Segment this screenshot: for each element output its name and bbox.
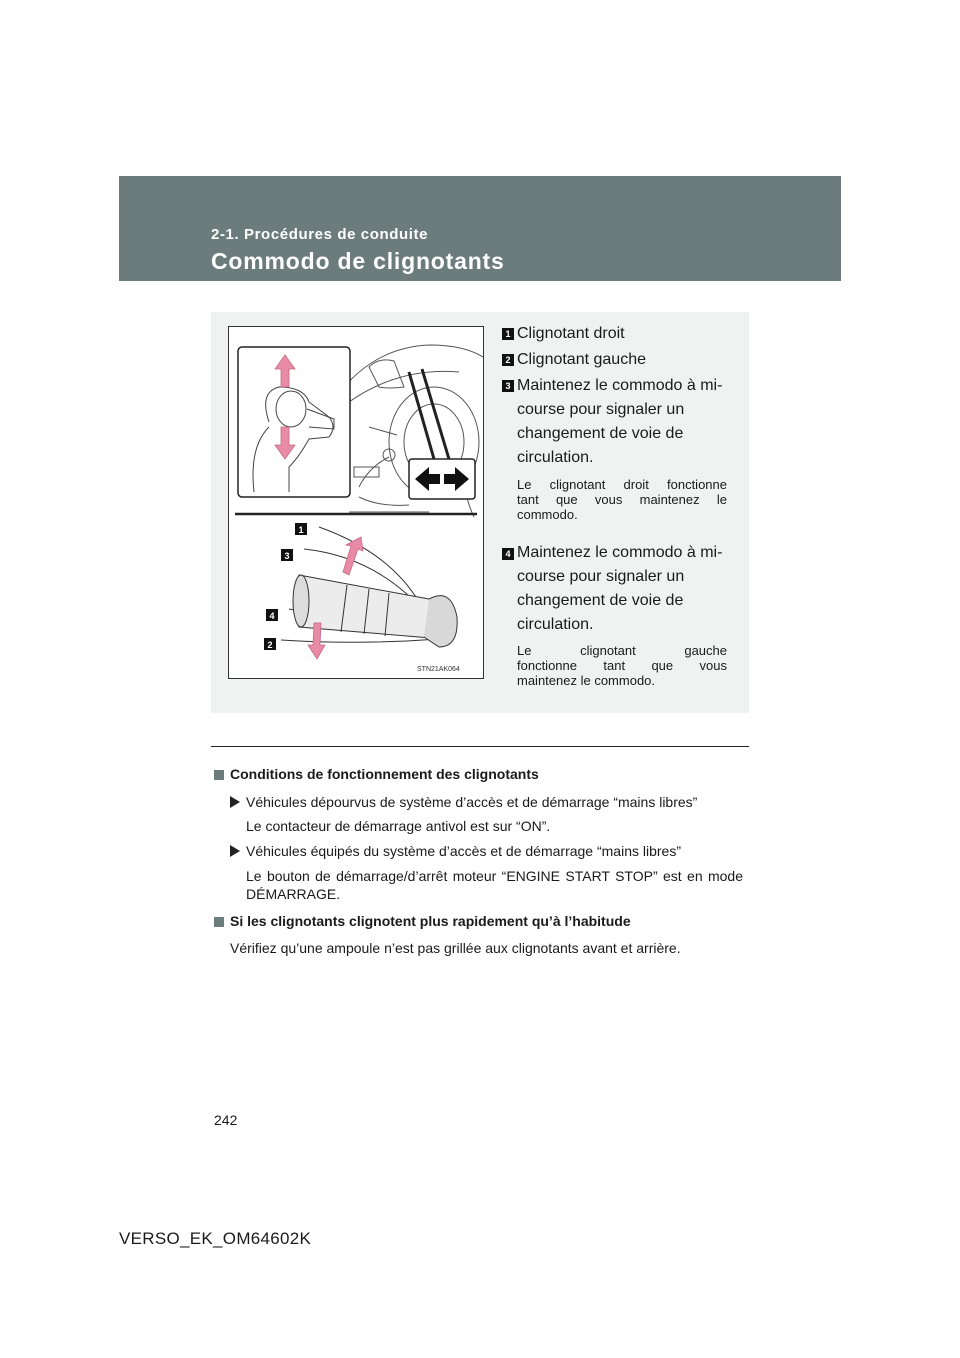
- condition-item-2-label: Véhicules équipés du système d’accès et de démarrage “mains libres”: [230, 842, 745, 860]
- callout-badge-1: 1: [502, 328, 514, 340]
- section-divider: [211, 746, 749, 747]
- condition-item-1-label: Véhicules dépourvus de système d’accès et de démarrage “mains libres”: [230, 793, 745, 811]
- footer-code: VERSO_EK_OM64602K: [119, 1229, 312, 1248]
- triangle-bullet-icon: [230, 796, 240, 808]
- callout-note-4: Le clignotant gauche fonctionne tant que vous maintenez le commodo.: [517, 643, 727, 688]
- section-label: 2-1. Procédures de conduite: [211, 226, 429, 243]
- conditions-heading: Conditions de fonctionnement des clignotants: [214, 766, 539, 782]
- fast-blink-text: Vérifiez qu’une ampoule n’est pas grillée aux clignotants avant et arrière.: [230, 940, 681, 956]
- square-bullet-icon: [214, 917, 224, 927]
- svg-text:3: 3: [284, 551, 290, 561]
- svg-text:2: 2: [267, 640, 273, 650]
- svg-text:4: 4: [269, 611, 275, 621]
- callout-badge-2: 2: [502, 354, 514, 366]
- page-number: 242: [214, 1112, 238, 1128]
- turn-signal-illustration: [228, 326, 484, 679]
- callout-text-2: Clignotant gauche: [517, 351, 646, 368]
- callout-text-3: Maintenez le commodo à mi-course pour signaler un changement de voie de circulation.: [517, 377, 723, 466]
- callout-badge-3: 3: [502, 380, 514, 392]
- callout-badge-4: 4: [502, 548, 514, 560]
- page-title: Commodo de clignotants: [211, 248, 505, 274]
- square-bullet-icon: [214, 770, 224, 780]
- triangle-bullet-icon: [230, 845, 240, 857]
- callout-text-4: Maintenez le commodo à mi-course pour signaler un changement de voie de circulation.: [517, 544, 723, 633]
- condition-item-2-text: Le bouton de démarrage/d’arrêt moteur “ENGINE START STOP” est en mode DÉMARRAGE.: [246, 868, 743, 902]
- callout-text-1: Clignotant droit: [517, 325, 625, 342]
- callout-note-3: Le clignotant droit fonctionne tant que vous maintenez le commodo.: [517, 477, 727, 522]
- svg-text:1: 1: [298, 525, 304, 535]
- figure-code: STN21AK064: [417, 666, 460, 673]
- illustration-svg: [229, 327, 483, 678]
- condition-item-1-text: Le contacteur de démarrage antivol est sur “ON”.: [246, 818, 551, 834]
- fast-blink-heading: Si les clignotants clignotent plus rapidement qu’à l’habitude: [214, 913, 631, 929]
